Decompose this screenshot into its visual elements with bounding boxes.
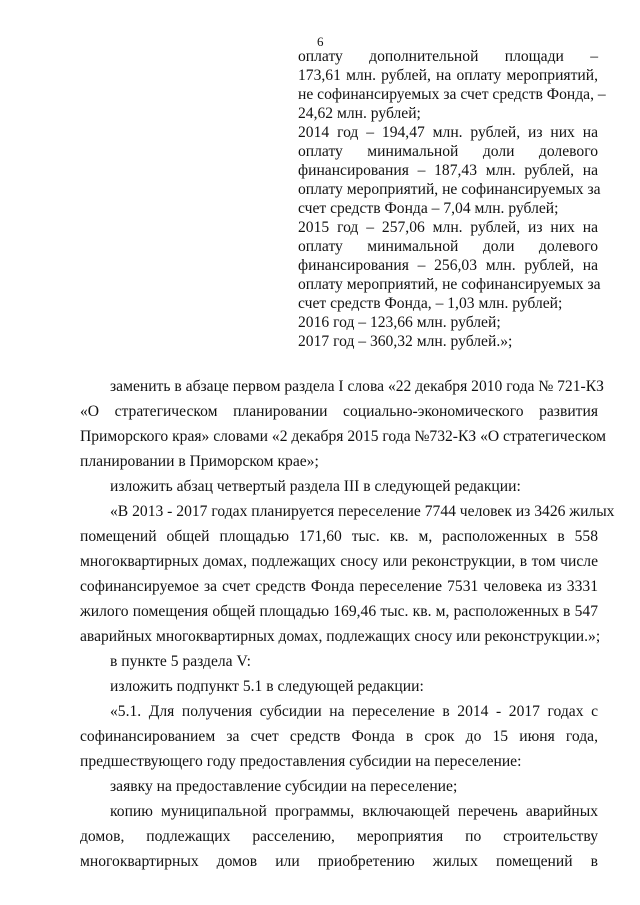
body-line: копию муниципальной программы, включающей перечень аварийных [110, 803, 598, 820]
right-column-line: 173,61 млн. рублей, на оплату мероприятий, [298, 67, 598, 84]
right-column-line: счет средств Фонда, – 1,03 млн. рублей; [298, 295, 563, 312]
right-column-line: счет средств Фонда – 7,04 млн. рублей; [298, 200, 559, 217]
body-line: жилого помещения общей площадью 169,46 тыс. кв. м, расположенных в 547 [80, 603, 598, 620]
right-column-line: оплату минимальной доли долевого [298, 238, 598, 255]
body-line: «5.1. Для получения субсидии на переселение в 2014 - 2017 годах с [110, 703, 598, 720]
body-line: в пункте 5 раздела V: [110, 653, 251, 670]
right-column-line: оплату минимальной доли долевого [298, 143, 598, 160]
right-column-line: 2016 год – 123,66 млн. рублей; [298, 314, 501, 331]
body-line: многоквартирных домов или приобретению жилых помещений в [80, 853, 598, 870]
body-line: домов, подлежащих расселению, мероприятия по строительству [80, 828, 598, 845]
right-column-line: финансирования – 256,03 млн. рублей, на [298, 257, 598, 274]
body-line: помещений общей площадью 171,60 тыс. кв. м, расположенных в 558 [80, 528, 598, 545]
page-number: 6 [317, 34, 324, 49]
body-line: изложить подпункт 5.1 в следующей редакции: [110, 678, 424, 695]
right-column-line: 24,62 млн. рублей; [298, 105, 421, 122]
body-line: заменить в абзаце первом раздела I слова «22 декабря 2010 года № 721-КЗ [110, 378, 604, 395]
right-column-line: 2015 год – 257,06 млн. рублей, из них на [298, 219, 598, 236]
body-line: изложить абзац четвертый раздела III в следующей редакции: [110, 478, 521, 495]
body-line: планировании в Приморском крае»; [80, 453, 319, 470]
right-column-line: не софинансируемых за счет средств Фонда, – [298, 86, 606, 103]
right-column-line: оплату мероприятий, не софинансируемых за [298, 181, 601, 198]
right-column-line: 2017 год – 360,32 млн. рублей.»; [298, 333, 513, 350]
body-line: заявку на предоставление субсидии на переселение; [110, 778, 458, 795]
body-line: аварийных многоквартирных домах, подлежащих сносу или реконструкции.»; [80, 628, 601, 645]
body-line: софинансированием за счет средств Фонда в срок до 15 июня года, [80, 728, 598, 745]
right-column-line: оплату дополнительной площади – [298, 48, 598, 65]
right-column-line: оплату мероприятий, не софинансируемых за [298, 276, 601, 293]
right-column-line: 2014 год – 194,47 млн. рублей, из них на [298, 124, 598, 141]
right-column-line: финансирования – 187,43 млн. рублей, на [298, 162, 598, 179]
body-line: Приморского края» словами «2 декабря 2015 года №732-КЗ «О стратегическом [80, 428, 606, 445]
body-line: софинансируемое за счет средств Фонда переселение 7531 человека из 3331 [80, 578, 598, 595]
body-line: предшествующего году предоставления субсидии на переселение: [80, 753, 522, 770]
body-line: «В 2013 - 2017 годах планируется переселение 7744 человек из 3426 жилых [110, 503, 615, 520]
body-line: многоквартирных домах, подлежащих сносу или реконструкции, в том числе [80, 553, 598, 570]
body-line: «О стратегическом планировании социально-экономического развития [80, 403, 598, 420]
